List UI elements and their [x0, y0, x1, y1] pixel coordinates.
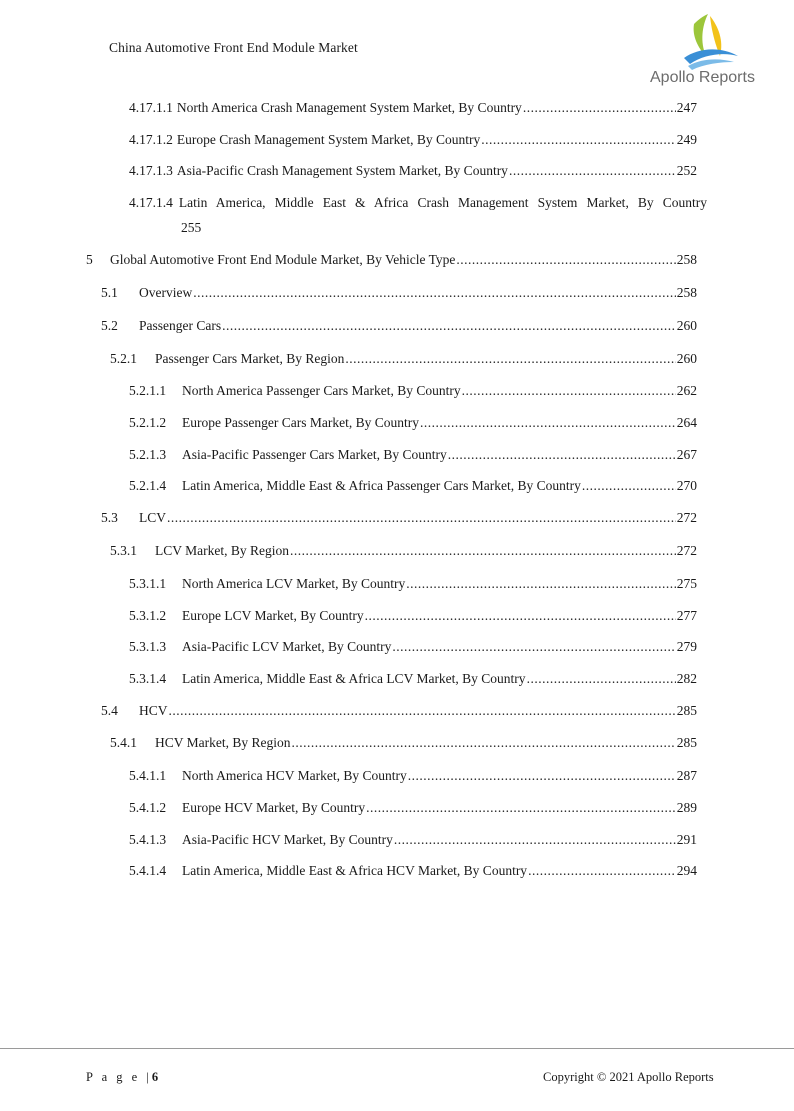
toc-entry[interactable] — [101, 510, 697, 528]
toc-dot-leader — [394, 832, 676, 848]
footer-copyright: Copyright © 2021 Apollo Reports — [543, 1070, 714, 1084]
toc-dot-leader — [292, 735, 676, 751]
footer-divider — [0, 1048, 794, 1049]
toc-entry[interactable] — [86, 252, 697, 270]
toc-entry[interactable] — [129, 447, 697, 465]
toc-entry-title: Europe Passenger Cars Market, By Country — [182, 415, 419, 430]
company-logo — [650, 12, 772, 92]
toc-entry[interactable] — [101, 318, 697, 336]
toc-entry-wrapped[interactable] — [129, 190, 707, 240]
toc-entry-page: 279 — [676, 639, 697, 654]
toc-dot-leader — [222, 318, 676, 334]
toc-entry[interactable] — [129, 800, 697, 818]
toc-dot-leader — [448, 447, 676, 463]
toc-entry-title: Europe HCV Market, By Country — [182, 800, 366, 815]
toc-entry-number: 5.4 — [101, 703, 118, 718]
toc-dot-leader — [509, 163, 676, 179]
toc-entry[interactable] — [110, 543, 697, 561]
toc-entry-title: Asia-Pacific LCV Market, By Country — [182, 639, 392, 654]
toc-entry-page: 270 — [676, 478, 697, 493]
toc-entry-page: 264 — [676, 415, 697, 430]
toc-entry[interactable] — [129, 832, 697, 850]
toc-entry-page: 285 — [676, 703, 697, 718]
toc-entry[interactable] — [129, 415, 697, 433]
toc-entry-title: North America Passenger Cars Market, By Country — [182, 383, 461, 398]
toc-dot-leader — [345, 351, 675, 367]
toc-entry-number: 5.2 — [101, 318, 118, 333]
toc-entry-number: 5.2.1.4 — [129, 478, 167, 493]
toc-entry-page: 291 — [676, 832, 697, 847]
toc-entry-number: 5.3.1 — [110, 543, 137, 558]
toc-entry-page: 255 — [181, 220, 202, 235]
toc-entry[interactable] — [129, 576, 697, 594]
toc-entry-title: Passenger Cars Market, By Region — [155, 351, 345, 366]
toc-entry-title: Latin America, Middle East & Africa LCV Market, By Country — [182, 671, 526, 686]
toc-entry-title: Global Automotive Front End Module Market, By Vehicle Type — [110, 252, 456, 267]
toc-entry-number: 5.3.1.4 — [129, 671, 167, 686]
toc-entry-page: 275 — [676, 576, 697, 591]
toc-entry-number: 5.4.1.1 — [129, 768, 167, 783]
toc-entry-number: 5.2.1.2 — [129, 415, 167, 430]
toc-dot-leader — [169, 703, 676, 719]
toc-entry-title: Overview — [139, 285, 193, 300]
toc-entry-number: 5.1 — [101, 285, 118, 300]
toc-entry-page: 267 — [676, 447, 697, 462]
toc-dot-leader — [528, 863, 676, 879]
toc-entry-page: 260 — [676, 351, 697, 366]
toc-entry-title: LCV Market, By Region — [155, 543, 289, 558]
toc-entry[interactable] — [101, 703, 697, 721]
toc-entry-page: 272 — [676, 543, 697, 558]
toc-dot-leader — [290, 543, 676, 559]
toc-entry[interactable] — [129, 768, 697, 786]
toc-entry-number: 5.4.1.3 — [129, 832, 167, 847]
toc-entry-page: 277 — [676, 608, 697, 623]
toc-entry-number: 5.3.1.1 — [129, 576, 167, 591]
toc-entry-page: 285 — [676, 735, 697, 750]
toc-dot-leader — [527, 671, 676, 687]
toc-dot-leader — [193, 285, 676, 301]
toc-entry-title: Europe Crash Management System Market, By Country — [176, 132, 481, 147]
toc-entry[interactable] — [110, 351, 697, 369]
toc-entry-number: 5.4.1 — [110, 735, 137, 750]
logo-text: Apollo Reports — [650, 69, 755, 86]
footer-page-label: P a g e | — [86, 1070, 152, 1084]
toc-entry[interactable] — [129, 383, 697, 401]
toc-entry-title: HCV — [139, 703, 168, 718]
toc-dot-leader — [167, 510, 676, 526]
toc-entry-title: North America LCV Market, By Country — [182, 576, 406, 591]
toc-dot-leader — [582, 478, 676, 494]
toc-entry[interactable] — [129, 863, 697, 881]
toc-entry-page: 252 — [676, 163, 697, 178]
toc-entry-page: 289 — [676, 800, 697, 815]
toc-entry[interactable] — [101, 285, 697, 303]
toc-entry-title: Passenger Cars — [139, 318, 222, 333]
toc-entry-number: 5.2.1 — [110, 351, 137, 366]
toc-entry-title: Latin America, Middle East & Africa HCV Market, By Country — [182, 863, 528, 878]
toc-entry-number: 5.4.1.4 — [129, 863, 167, 878]
toc-entry[interactable] — [129, 608, 697, 626]
toc-entry[interactable] — [129, 671, 697, 689]
toc-dot-leader — [392, 639, 675, 655]
toc-entry-page: 258 — [676, 252, 697, 267]
footer-page-number: 6 — [151, 1070, 159, 1084]
toc-entry-title: North America HCV Market, By Country — [182, 768, 407, 783]
toc-entry[interactable] — [129, 639, 697, 657]
toc-dot-leader — [420, 415, 676, 431]
footer-page-indicator — [86, 1070, 158, 1085]
toc-dot-leader — [456, 252, 675, 268]
toc-entry[interactable] — [129, 100, 697, 118]
toc-entry-title: HCV Market, By Region — [155, 735, 291, 750]
toc-entry[interactable] — [129, 478, 697, 496]
toc-dot-leader — [481, 132, 676, 148]
toc-entry-page: 287 — [676, 768, 697, 783]
toc-entry-number: 5.2.1.3 — [129, 447, 167, 462]
toc-entry-title: LCV — [139, 510, 166, 525]
toc-dot-leader — [365, 608, 676, 624]
toc-entry-page: 272 — [676, 510, 697, 525]
toc-entry-title: Asia-Pacific Crash Management System Market, By Country — [176, 163, 508, 178]
toc-dot-leader — [523, 100, 676, 116]
toc-entry-title: North America Crash Management System Market, By Country — [176, 100, 522, 115]
document-header-title: China Automotive Front End Module Market — [109, 40, 358, 55]
toc-entry-number: 4.17.1.1 — [129, 100, 173, 115]
toc-entry-page: 294 — [676, 863, 697, 878]
toc-entry-page: 260 — [676, 318, 697, 333]
toc-dot-leader — [408, 768, 676, 784]
toc-entry-page: 262 — [676, 383, 697, 398]
toc-entry-page: 247 — [676, 100, 697, 115]
toc-entry-page: 282 — [676, 671, 697, 686]
toc-entry[interactable] — [110, 735, 697, 753]
toc-entry[interactable] — [129, 163, 697, 181]
toc-entry-number: 5.2.1.1 — [129, 383, 167, 398]
toc-entry-number: 5.3.1.2 — [129, 608, 167, 623]
toc-entry-page: 249 — [676, 132, 697, 147]
toc-entry[interactable] — [129, 132, 697, 150]
toc-entry-number: 5.4.1.2 — [129, 800, 167, 815]
toc-dot-leader — [462, 383, 676, 399]
toc-entry-number: 5 — [86, 252, 93, 267]
toc-entry-title: Europe LCV Market, By Country — [182, 608, 364, 623]
toc-entry-title: Asia-Pacific HCV Market, By Country — [182, 832, 393, 847]
toc-entry-number: 5.3 — [101, 510, 118, 525]
toc-entry-number: 5.3.1.3 — [129, 639, 167, 654]
toc-entry-page: 258 — [676, 285, 697, 300]
toc-entry-number: 4.17.1.3 — [129, 163, 173, 178]
toc-entry-title: Latin America, Middle East & Africa Crash Management System Market, By Country — [178, 195, 707, 210]
toc-entry-title: Asia-Pacific Passenger Cars Market, By Country — [182, 447, 447, 462]
toc-dot-leader — [406, 576, 676, 592]
toc-dot-leader — [366, 800, 676, 816]
toc-entry-number: 4.17.1.2 — [129, 132, 173, 147]
toc-entry-title: Latin America, Middle East & Africa Passenger Cars Market, By Country — [182, 478, 581, 493]
apollo-logo-icon — [680, 12, 740, 70]
toc-entry-number: 4.17.1.4 — [129, 195, 173, 210]
